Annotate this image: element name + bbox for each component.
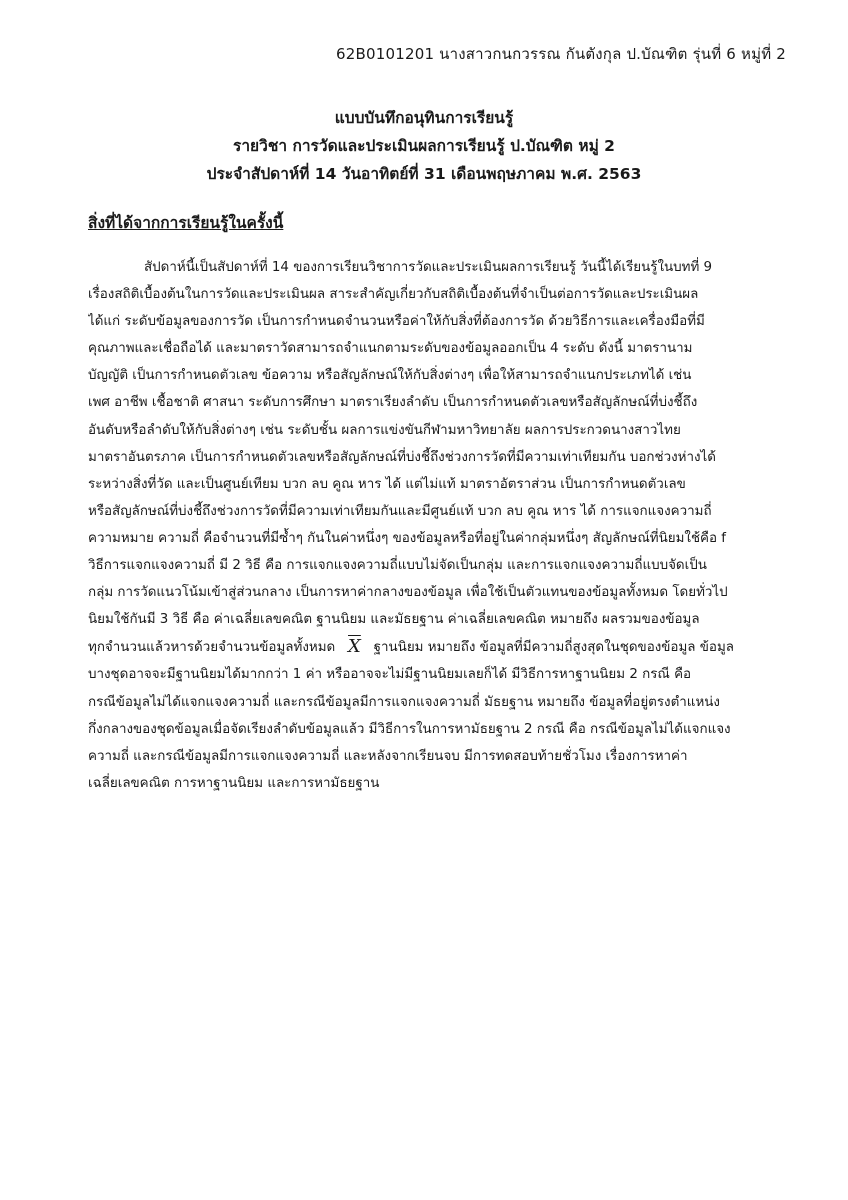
body-line-part: ฐานนิยม หมายถึง ข้อมูลที่มีความถี่สูงสุดในชุดของข้อมูล ข้อมูล [373, 640, 734, 656]
body-line-part: ทุกจำนวนแล้วหารด้วยจำนวนข้อมูลทั้งหมด [88, 640, 336, 656]
body-line: ความหมาย ความถี่ คือจำนวนที่มีซ้ำๆ กันในค่าหนึ่งๆ ของข้อมูลหรือที่อยู่ในค่ากลุ่มหนึ่งๆ สัญลักษณ์ที่นิยมใช้คือ f [88, 530, 726, 546]
body-line: คุณภาพและเชื่อถือได้ และมาตราวัดสามารถจำแนกตามระดับของข้อมูลออกเป็น 4 ระดับ ดังนี้ มาตรานาม [88, 341, 693, 357]
section-heading: สิ่งที่ได้จากการเรียนรู้ในครั้งนี้ [88, 214, 284, 232]
body-line: อันดับหรือลำดับให้กับสิ่งต่างๆ เช่น ระดับชั้น ผลการแข่งขันกีฬามหาวิทยาลัย ผลการประกวดนางสาวไทย [88, 422, 681, 438]
body-line: วิธีการแจกแจงความถี่ มี 2 วิธี คือ การแจกแจงความถี่แบบไม่จัดเป็นกลุ่ม และการแจกแจงความถี่แบบจัดเป็น [88, 558, 707, 574]
body-line: กลุ่ม การวัดแนวโน้มเข้าสู่ส่วนกลาง เป็นการหาค่ากลางของข้อมูล เพื่อใช้เป็นตัวแทนของข้อมูลทั้งหมด โดยทั่วไป [88, 585, 728, 601]
body-line: หรือสัญลักษณ์ที่บ่งชี้ถึงช่วงการวัดที่มีความเท่าเทียมกันและมีศูนย์แท้ บวก ลบ คูณ หาร ได้ การแจกแจงความถี่ [88, 503, 712, 519]
body-line-with-mean-symbol [88, 633, 778, 661]
body-line: นิยมใช้กันมี 3 วิธี คือ ค่าเฉลี่ยเลขคณิต ฐานนิยม และมัธยฐาน ค่าเฉลี่ยเลขคณิต หมายถึง ผลรวมของข้อมูล [88, 612, 700, 628]
body-line: บัญญัติ เป็นการกำหนดตัวเลข ข้อความ หรือสัญลักษณ์ให้กับสิ่งต่างๆ เพื่อให้สามารถจำแนกประเภทได้ เช่น [88, 368, 692, 384]
body-line: สัปดาห์นี้เป็นสัปดาห์ที่ 14 ของการเรียนวิชาการวัดและประเมินผลการเรียนรู้ วันนี้ได้เรียนรู้ในบทที่ 9 [144, 260, 713, 275]
body-line: เพศ อาชีพ เชื้อชาติ ศาสนา ระดับการศึกษา มาตราเรียงลำดับ เป็นการกำหนดตัวเลขหรือสัญลักษณ์ที่บ่งชี้ถึง [88, 395, 698, 411]
body-line: ระหว่างสิ่งที่วัด และเป็นศูนย์เทียม บวก ลบ คูณ หาร ได้ แต่ไม่แท้ มาตราอัตราส่วน เป็นการกำหนดตัวเลข [88, 476, 686, 492]
week-date-title: ประจำสัปดาห์ที่ 14 วันอาทิตย์ที่ 31 เดือนพฤษภาคม พ.ศ. 2563 [206, 165, 642, 183]
body-line: กึ่งกลางของชุดข้อมูลเมื่อจัดเรียงลำดับข้อมูลแล้ว มีวิธีการในการหามัธยฐาน 2 กรณี คือ กรณีข้อมูลไม่ได้แจกแจง [88, 721, 731, 737]
body-line: ความถี่ และกรณีข้อมูลมีการแจกแจงความถี่ และหลังจากเรียนจบ มีการทดสอบท้ายชั่วโมง เรื่องการหาค่า [88, 748, 688, 764]
body-line: ได้แก่ ระดับข้อมูลของการวัด เป็นการกำหนดจำนวนหรือค่าให้กับสิ่งที่ต้องการวัด ด้วยวิธีการและเครื่องมือที่มี [88, 314, 705, 330]
document-title: แบบบันทึกอนุทินการเรียนรู้ [334, 109, 514, 127]
title-block [0, 104, 848, 188]
body-line: มาตราอันตรภาค เป็นการกำหนดตัวเลขหรือสัญลักษณ์ที่บ่งชี้ถึงช่วงการวัดที่มีความเท่าเทียมกัน บอกช่วงห่างได้ [88, 449, 716, 465]
body-line: กรณีข้อมูลไม่ได้แจกแจงความถี่ และกรณีข้อมูลมีการแจกแจงความถี่ มัธยฐาน หมายถึง ข้อมูลที่อยู่ตรงตำแหน่ง [88, 694, 720, 710]
body-line: เฉลี่ยเลขคณิต การหาฐานนิยม และการหามัธยฐาน [88, 775, 380, 791]
journal-body [88, 254, 778, 797]
mean-symbol: $\overline{X}$ [348, 636, 361, 658]
body-line: เรื่องสถิติเบื้องต้นในการวัดและประเมินผล สาระสำคัญเกี่ยวกับสถิติเบื้องต้นที่จำเป็นต่อการวัดและประเมินผล [88, 287, 699, 303]
body-line: บางชุดอาจจะมีฐานนิยมได้มากกว่า 1 ค่า หรืออาจจะไม่มีฐานนิยมเลยก็ได้ มีวิธีการหาฐานนิยม 2 กรณี คือ [88, 667, 692, 683]
student-header: 62B0101201 นางสาวกนกวรรณ กันตังกุล ป.บัณฑิต รุ่นที่ 6 หมู่ที่ 2 [336, 45, 786, 63]
course-title: รายวิชา การวัดและประเมินผลการเรียนรู้ ป.บัณฑิต หมู่ 2 [233, 137, 615, 155]
